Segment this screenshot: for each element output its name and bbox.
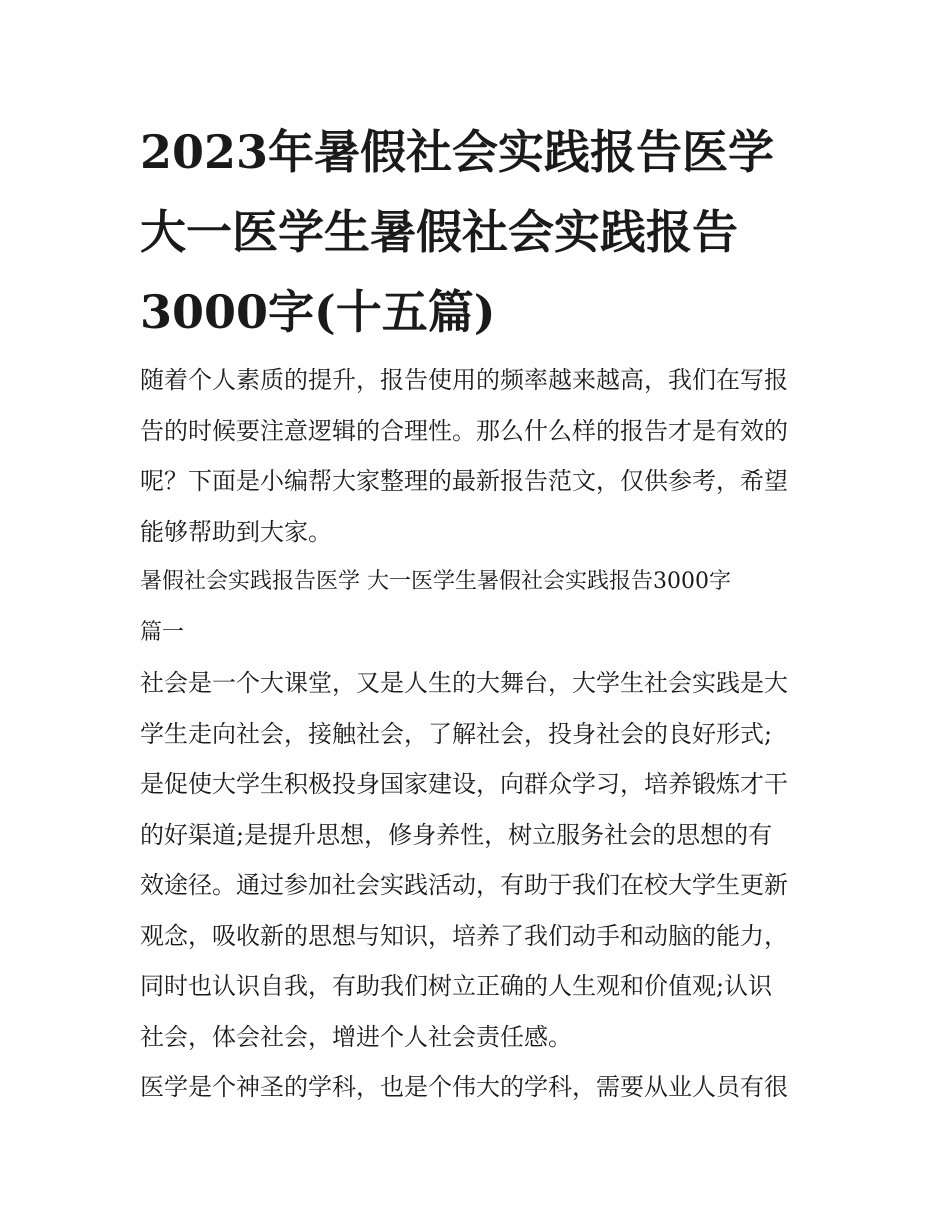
body-paragraph-1 [140, 658, 830, 1062]
text-line: 社会，体会社会，增进个人社会责任感。 [140, 1022, 572, 1051]
text-line: 是促使大学生积极投身国家建设，向群众学习，培养锻炼才干 [140, 770, 788, 798]
section-heading [140, 557, 830, 658]
text-line: 篇一 [140, 619, 185, 645]
text-line: 告的时候要注意逻辑的合理性。那么什么样的报告才是有效的 [140, 416, 788, 445]
text-line: 暑假社会实践报告医学 大一医学生暑假社会实践报告3000字 [140, 569, 731, 594]
text-line: 能够帮助到大家。 [140, 517, 332, 546]
text-line: 随着个人素质的提升，报告使用的频率越来越高，我们在写报 [140, 366, 788, 394]
document-body [140, 355, 830, 1113]
body-paragraph-2 [140, 1062, 830, 1113]
text-line: 社会是一个大课堂，又是人生的大舞台，大学生社会实践是大 [140, 669, 788, 697]
text-line: 学生走向社会，接触社会，了解社会，投身社会的良好形式; [140, 719, 773, 748]
title-line: 3000字(十五篇) [140, 285, 496, 339]
text-line: 呢？下面是小编帮大家整理的最新报告范文，仅供参考，希望 [140, 467, 788, 495]
title-line: 大一医学生暑假社会实践报告 [140, 205, 738, 259]
text-line: 同时也认识自我，有助我们树立正确的人生观和价值观;认识 [140, 972, 773, 1000]
text-line: 医学是个神圣的学科，也是个伟大的学科，需要从业人员有很 [140, 1073, 788, 1101]
document-title [140, 112, 820, 352]
text-line: 观念，吸收新的思想与知识，培养了我们动手和动脑的能力， [140, 921, 788, 950]
text-line: 的好渠道;是提升思想，修身养性，树立服务社会的思想的有 [140, 820, 773, 849]
text-line: 效途径。通过参加社会实践活动，有助于我们在校大学生更新 [140, 871, 788, 899]
intro-paragraph [140, 355, 830, 557]
title-line: 2023年暑假社会实践报告医学 [140, 125, 775, 179]
